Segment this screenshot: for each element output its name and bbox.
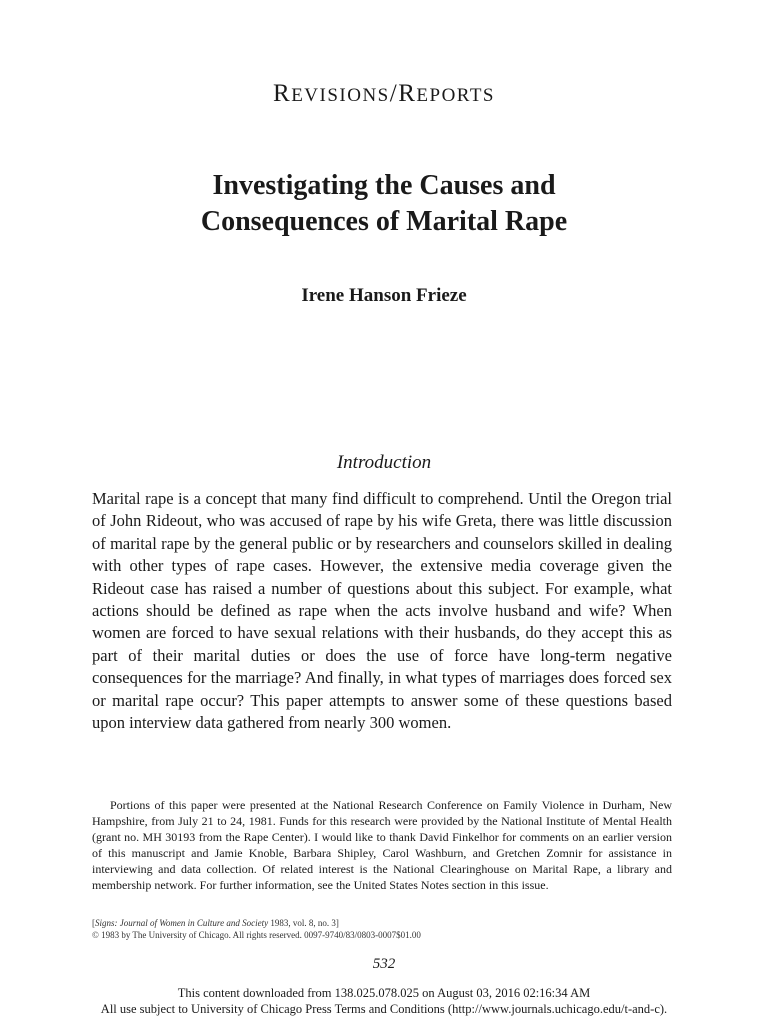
download-notice-line-2: All use subject to University of Chicago Press Terms and Conditions (http://www.journals.uchicago.edu/t-and-c). bbox=[100, 1002, 668, 1016]
download-notice bbox=[0, 985, 768, 1017]
journal-citation bbox=[92, 917, 672, 941]
section-heading-separator: / bbox=[389, 80, 399, 107]
download-notice-line-1: This content downloaded from 138.025.078.025 on August 03, 2016 02:16:34 AM bbox=[177, 986, 591, 1000]
article-title-line-2: Consequences of Marital Rape bbox=[200, 206, 568, 237]
article-title-line-1: Investigating the Causes and bbox=[212, 170, 556, 201]
introduction-heading: Introduction bbox=[336, 452, 432, 473]
article-title bbox=[0, 168, 768, 240]
citation-journal: Signs: Journal of Women in Culture and Society bbox=[95, 918, 269, 928]
section-heading-cap2: R bbox=[398, 80, 417, 107]
section-heading bbox=[0, 80, 768, 108]
body-paragraph: Marital rape is a concept that many find difficult to comprehend. Until the Oregon trial of John Rideout, who was accused of rape by his wife Greta, there was little discussion of marital rape by the general public or by researchers and counselors skilled in dealing with other types of rape cases. However, the extensive media coverage given the Rideout case has raised a number of questions about this subject. For example, what actions should be defined as rape when the acts involve husband and wife? When women are forced to have sexual relations with their husbands, do they accept this as part of their marital duties or does the use of force have long-term negative consequences for the marriage? And finally, in what types of marriages does forced sex or marital rape occur? This paper attempts to answer some of these questions based upon interview data gathered from nearly 300 women. bbox=[92, 489, 672, 733]
section-heading-rest1: EVISIONS bbox=[291, 85, 390, 106]
section-heading-rest2: EPORTS bbox=[416, 85, 495, 106]
citation-details: 1983, vol. 8, no. 3] bbox=[268, 918, 339, 928]
citation-line bbox=[92, 917, 672, 929]
page-number: 532 bbox=[372, 956, 396, 972]
section-heading-cap1: R bbox=[273, 80, 292, 107]
citation-bracket: [ bbox=[92, 918, 95, 928]
acknowledgement-footnote: Portions of this paper were presented at the National Research Conference on Family Violence in Durham, New Hampshire, from July 21 to 24, 1981. Funds for this research were provided by the National Institute of Mental Health (grant no. MH 30193 from the Rape Center). I would like to thank David Finkelhor for comments on an earlier version of this manuscript and Jamie Knoble, Barbara Shipley, Carol Washburn, and Gretchen Zomnir for assistance in interviewing and data collection. Of related interest is the National Clearinghouse on Marital Rape, a library and membership network. For further information, see the United States Notes section in this issue. bbox=[92, 798, 672, 892]
copyright-line: © 1983 by The University of Chicago. All rights reserved. 0097-9740/83/0803-0007$01.00 bbox=[92, 930, 421, 940]
author-name: Irene Hanson Frieze bbox=[301, 285, 467, 306]
